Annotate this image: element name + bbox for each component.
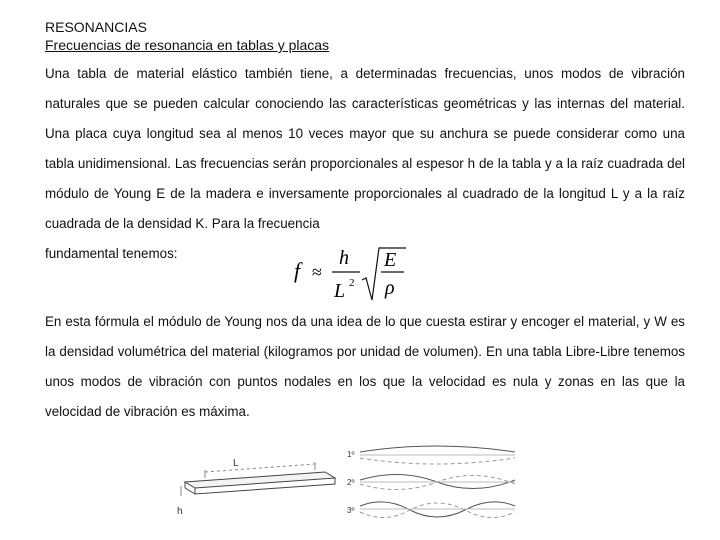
formula-denominator: L xyxy=(334,280,346,302)
section-subtitle: Frecuencias de resonancia en tablas y placas xyxy=(45,37,330,53)
page-title: RESONANCIAS xyxy=(45,19,147,35)
vibration-modes-figure xyxy=(175,442,550,534)
formula-approx: ≈ xyxy=(312,262,322,282)
plank-length-label: L xyxy=(233,458,239,469)
mode-1-label: 1º xyxy=(347,450,355,459)
mode-3-curve-lower xyxy=(360,503,515,518)
mode-1-curve-upper xyxy=(360,446,515,452)
plank-illustration xyxy=(181,462,335,496)
mode-shapes xyxy=(347,446,515,518)
mode-3-label: 3º xyxy=(347,506,355,515)
formula-numerator: h xyxy=(339,247,349,269)
document-page xyxy=(45,18,685,427)
mode-1-curve-lower xyxy=(360,458,515,464)
frequency-formula xyxy=(288,242,408,304)
paragraph-young-modulus: En esta fórmula el módulo de Young nos da una idea de lo que cuesta estirar y encoger el material, y W es la densidad volumétrica del material (kilogramos por unidad de volumen). En una tabla Libre-Libre tenemos unos modos de vibración con puntos nodales en los que la velocidad es nula y zonas en las que la velocidad de vibración es máxima. xyxy=(45,314,685,419)
paragraph-intro: Una tabla de material elástico también tiene, a determinadas frecuencias, unos modos de vibración naturales que se pueden calcular conociendo las características geométricas y las internas del material. Una placa cuya longitud sea al menos 10 veces mayor que su anchura se puede considerar como una tabla unidimensional. Las frecuencias serán proporcionales al espesor h de la tabla y a la raíz cuadrada del módulo de Young E de la madera e inversamente proporcionales al cuadrado de la longitud L y a la raíz cuadrada de la densidad K. Para la frecuencia xyxy=(45,66,685,231)
formula-exponent: 2 xyxy=(349,277,355,289)
formula-f: f xyxy=(294,258,301,283)
formula-root-numerator: E xyxy=(384,249,397,271)
plank-thickness-label: h xyxy=(177,506,183,517)
formula-root-denominator: ρ xyxy=(385,277,395,299)
paragraph-intro-end: fundamental tenemos: xyxy=(45,246,178,261)
mode-2-label: 2º xyxy=(347,478,355,487)
